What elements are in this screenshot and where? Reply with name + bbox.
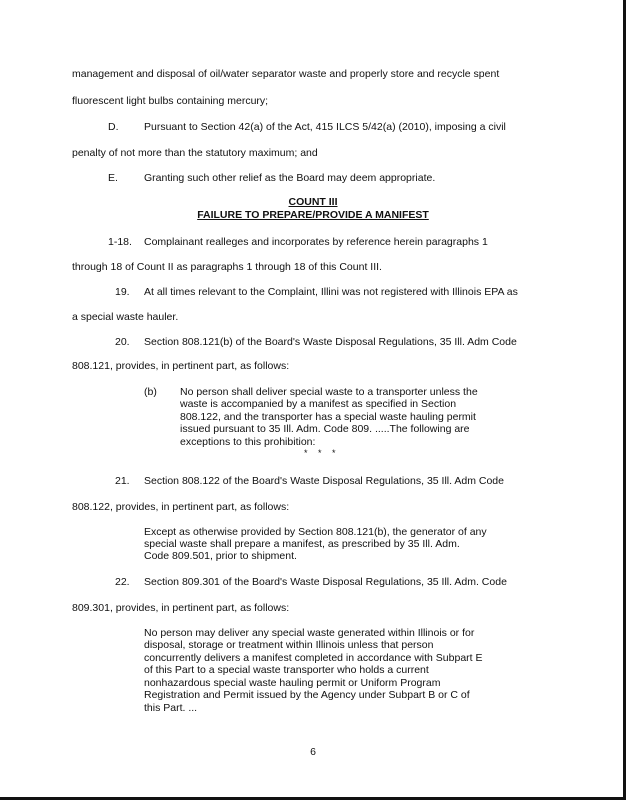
quote-20-line-1: No person shall deliver special waste to a transporter unless the bbox=[180, 386, 478, 398]
para-20-line-2: 808.121, provides, in pertinent part, as follows: bbox=[72, 360, 290, 372]
para-22-line-2: 809.301, provides, in pertinent part, as follows: bbox=[72, 602, 290, 614]
intro-line-1: management and disposal of oil/water separator waste and properly store and recycle spent bbox=[72, 68, 500, 80]
quote-21-line-2: special waste shall prepare a manifest, as prescribed by 35 Ill. Adm. bbox=[144, 538, 460, 550]
para-19-num: 19. bbox=[115, 286, 130, 298]
para-21-line-1: Section 808.122 of the Board's Waste Disposal Regulations, 35 Ill. Adm Code bbox=[144, 475, 504, 487]
para-20-num: 20. bbox=[115, 336, 130, 348]
quote-22-line-2: disposal, storage or treatment within Illinois unless that person bbox=[144, 639, 434, 651]
quote-22-line-5: nonhazardous special waste hauling permit or Uniform Program bbox=[144, 677, 441, 689]
page-number: 6 bbox=[310, 746, 316, 758]
quote-20-line-5: exceptions to this prohibition: bbox=[180, 436, 316, 448]
para-22-line-1: Section 809.301 of the Board's Waste Disposal Regulations, 35 Ill. Adm. Code bbox=[144, 576, 507, 588]
para-19-line-2: a special waste hauler. bbox=[72, 311, 179, 323]
intro-line-2: fluorescent light bulbs containing mercury; bbox=[72, 95, 269, 107]
para-19-line-1: At all times relevant to the Complaint, Illini was not registered with Illinois EPA as bbox=[144, 286, 518, 298]
quote-20-line-3: 808.122, and the transporter has a special waste hauling permit bbox=[180, 411, 476, 423]
para-20-line-1: Section 808.121(b) of the Board's Waste Disposal Regulations, 35 Ill. Adm Code bbox=[144, 336, 517, 348]
para-1-18-line-2: through 18 of Count II as paragraphs 1 through 18 of this Count III. bbox=[72, 261, 382, 273]
quote-22-line-4: of this Part to a special waste transporter who holds a current bbox=[144, 664, 429, 676]
item-d-line-1: Pursuant to Section 42(a) of the Act, 415 ILCS 5/42(a) (2010), imposing a civil bbox=[144, 121, 506, 133]
para-1-18-num: 1-18. bbox=[108, 236, 132, 248]
para-22-num: 22. bbox=[115, 576, 130, 588]
quote-22-line-7: this Part. ... bbox=[144, 702, 198, 714]
para-1-18-line-1: Complainant realleges and incorporates by reference herein paragraphs 1 bbox=[144, 236, 488, 248]
item-d-label: D. bbox=[108, 121, 119, 133]
count-subheading: FAILURE TO PREPARE/PROVIDE A MANIFEST bbox=[197, 209, 429, 221]
para-21-line-2: 808.122, provides, in pertinent part, as follows: bbox=[72, 501, 290, 513]
item-d-line-2: penalty of not more than the statutory maximum; and bbox=[72, 147, 318, 159]
count-heading: COUNT III bbox=[288, 196, 338, 208]
quote-20-line-4: issued pursuant to 35 Ill. Adm. Code 809. .....The following are bbox=[180, 423, 470, 435]
quote-21-line-3: Code 809.501, prior to shipment. bbox=[144, 550, 297, 562]
para-21-num: 21. bbox=[115, 475, 130, 487]
quote-22-line-1: No person may deliver any special waste generated within Illinois or for bbox=[144, 627, 475, 639]
quote-20-label: (b) bbox=[144, 386, 157, 398]
quote-22-line-3: concurrently delivers a manifest completed in accordance with Subpart E bbox=[144, 652, 483, 664]
item-e-text: Granting such other relief as the Board may deem appropriate. bbox=[144, 172, 436, 184]
quote-21-line-1: Except as otherwise provided by Section 808.121(b), the generator of any bbox=[144, 526, 487, 538]
quote-20-line-2: waste is accompanied by a manifest as specified in Section bbox=[180, 398, 457, 410]
quote-22-line-6: Registration and Permit issued by the Agency under Subpart B or C of bbox=[144, 689, 470, 701]
item-e-label: E. bbox=[108, 172, 118, 184]
quote-20-ellipsis: * * * bbox=[304, 448, 340, 458]
